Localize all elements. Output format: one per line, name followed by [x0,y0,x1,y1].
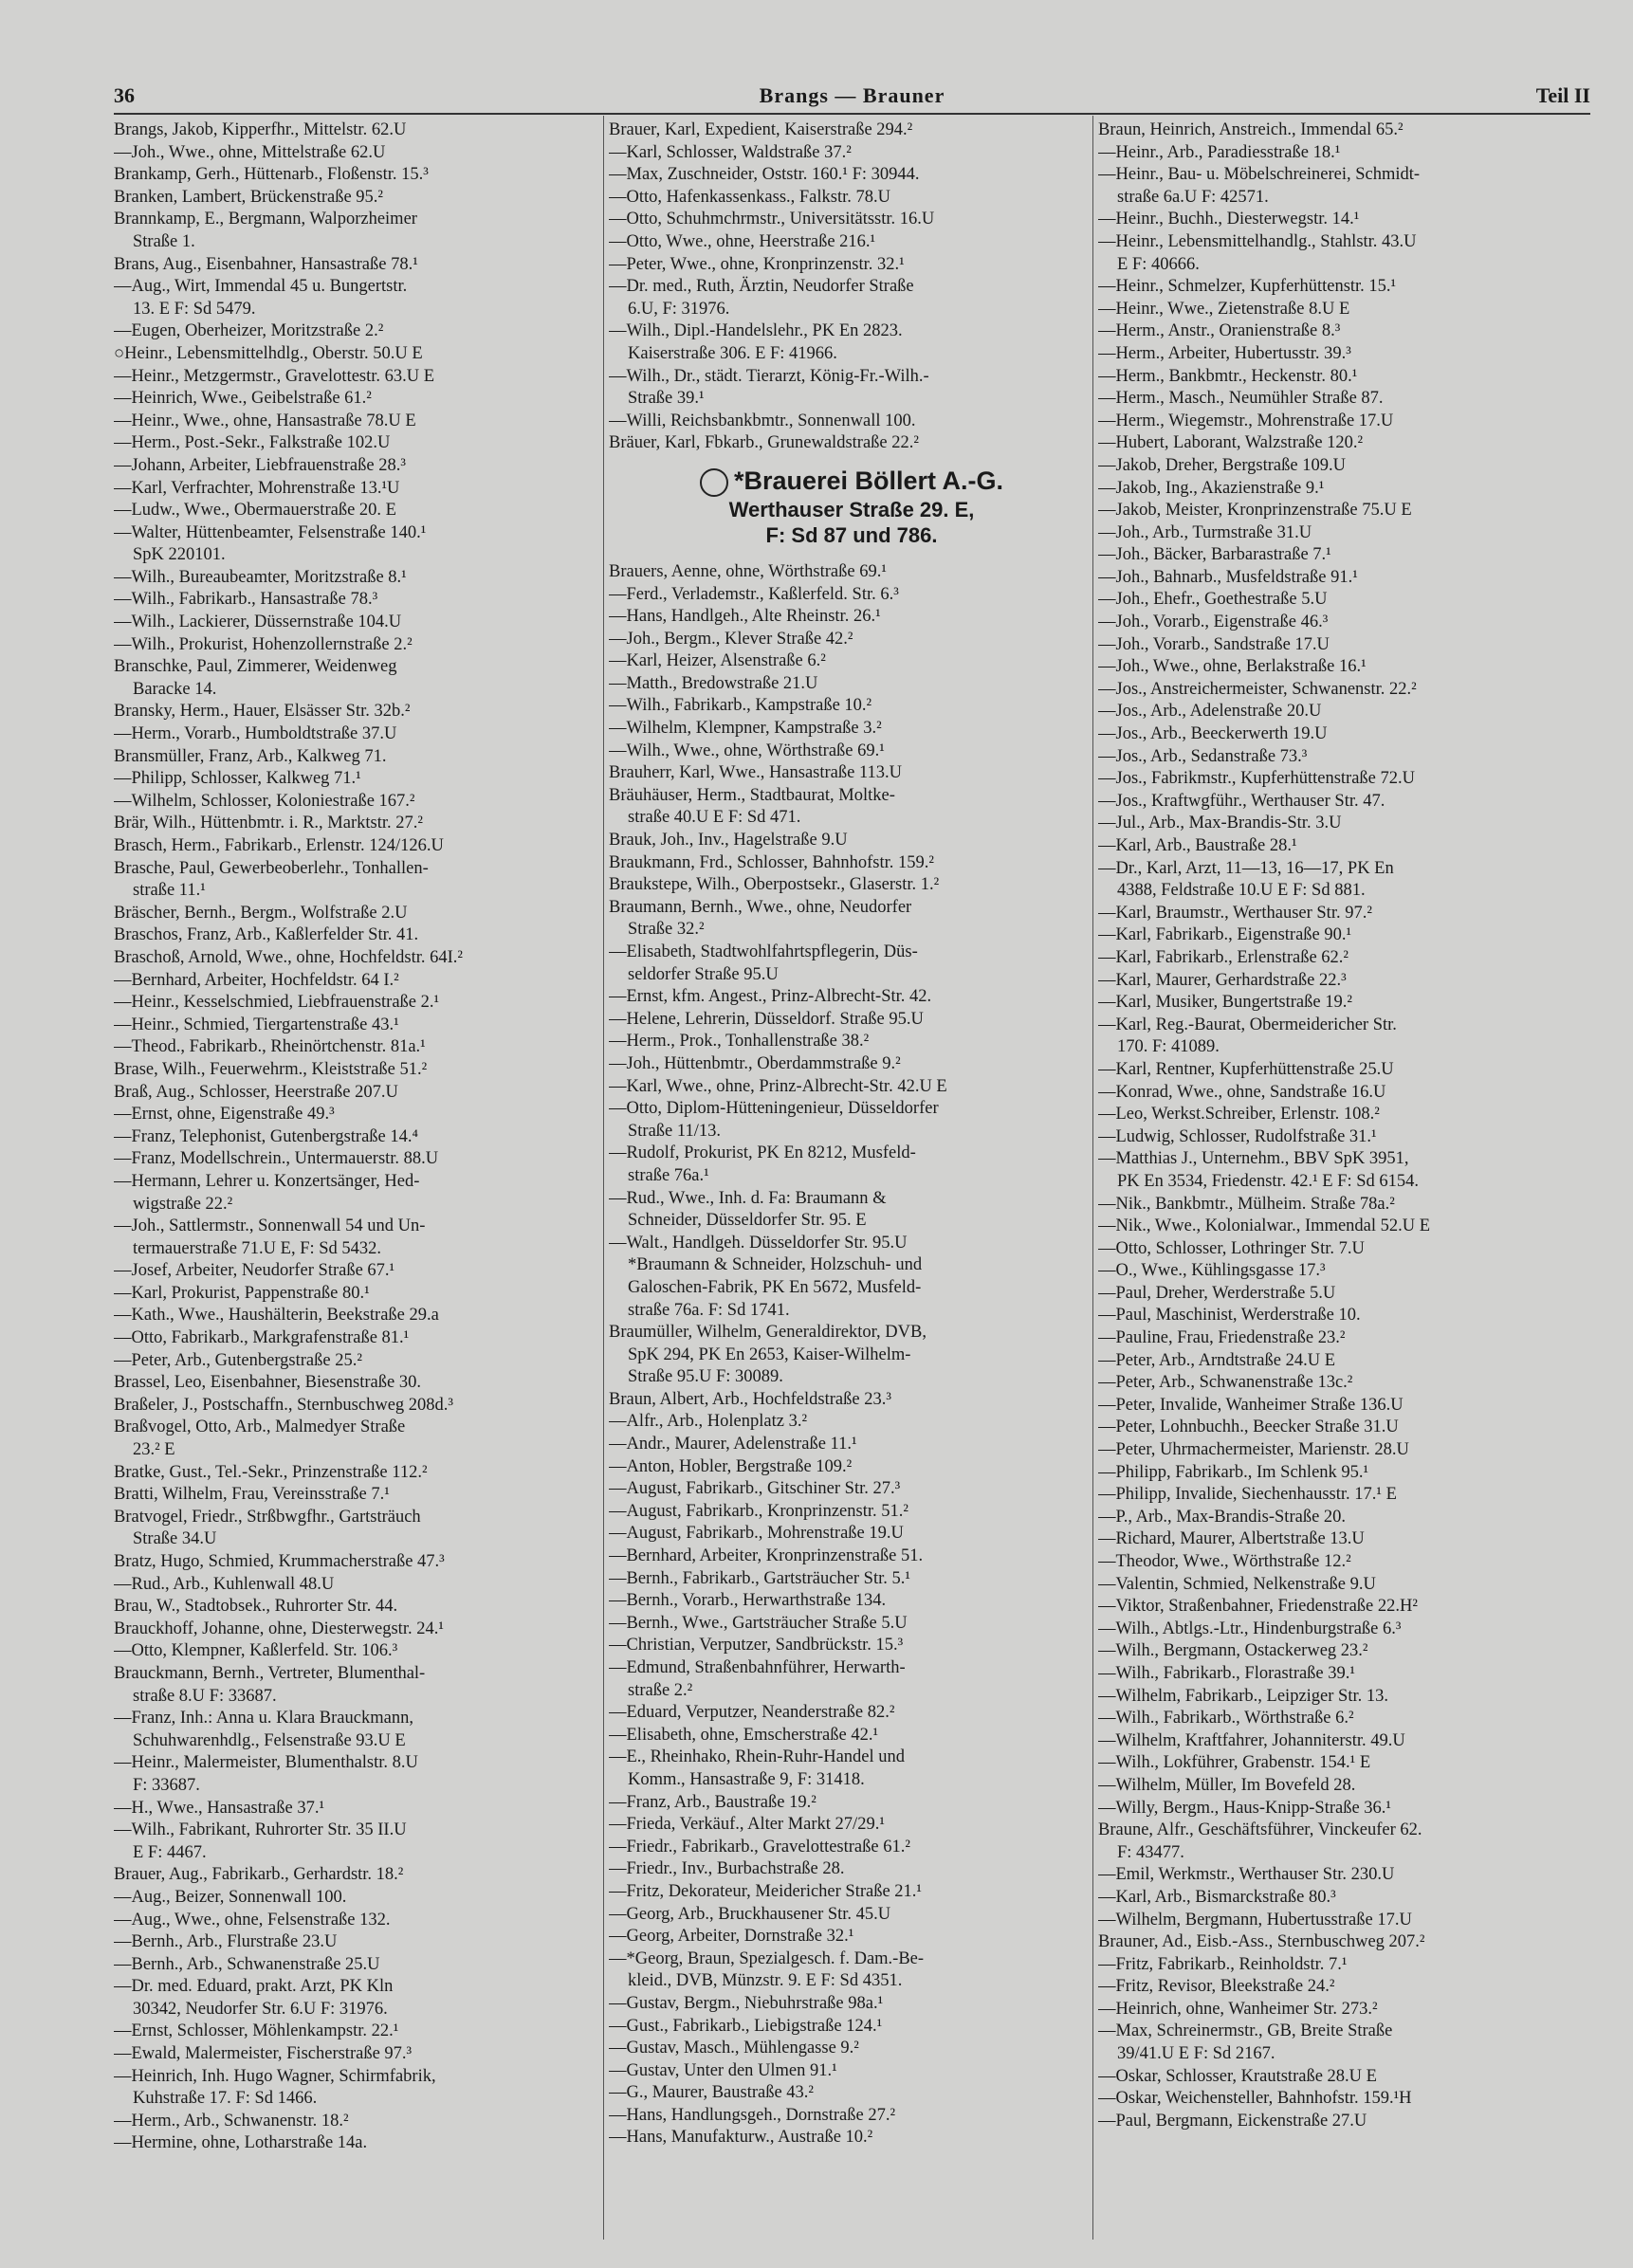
directory-entry-line: —H., Wwe., Hansastraße 37.¹ [114,1798,325,1818]
directory-entry-line: —Jos., Kraftwgführ., Werthauser Str. 47. [1098,791,1385,811]
directory-entry-line: —Gustav, Masch., Mühlengasse 9.² [609,2039,859,2058]
directory-entry-line: —*Georg, Braun, Spezialgesch. f. Dam.-Be- [609,1948,925,1968]
directory-entry-line: —Wilhelm, Schlosser, Koloniestraße 167.² [114,791,415,811]
directory-entry-line: Braumüller, Wilhelm, Generaldirektor, DVB, [609,1323,927,1343]
directory-entry-line: —Wilhelm, Müller, Im Bovefeld 28. [1098,1775,1356,1795]
directory-entry-line: —Wilh., Fabrikarb., Hansastraße 78.³ [114,590,378,610]
directory-entry-line: —Aug., Wwe., ohne, Felsenstraße 132. [114,1910,391,1930]
directory-entry-line: —Heinr., Wwe., ohne, Hansastraße 78.U E [114,411,416,430]
directory-entry-line: Braßeler, J., Postschaffn., Sternbuschweg 208d.³ [114,1395,453,1415]
directory-entry-line: —Peter, Arb., Gutenbergstraße 25.² [114,1350,362,1370]
directory-entry-line: Brankamp, Gerh., Hüttenarb., Floßenstr. 15.³ [114,165,429,185]
directory-entry-line: —Anton, Hobler, Bergstraße 109.² [609,1456,853,1476]
directory-entry-line: 39/41.U E F: Sd 2167. [1117,2044,1275,2064]
header-rule [114,113,1590,115]
directory-entry-line: —Joh., Wwe., ohne, Mittelstraße 62.U [114,142,386,162]
directory-column-3 [1098,119,1584,2132]
directory-entry-line: Bransmüller, Franz, Arb., Kalkweg 71. [114,746,387,766]
directory-entry-line: —Herm., Anstr., Oranienstraße 8.³ [1098,321,1341,341]
directory-entry-line: —Joh., Vorarb., Eigenstraße 46.³ [1098,613,1329,632]
directory-entry-line: —Otto, Diplom-Hütteningenieur, Düsseldorfer [609,1099,939,1119]
directory-entry-line: straße 11.¹ [133,881,206,901]
directory-entry-line: —Wilh., Prokurist, Hohenzollernstraße 2.² [114,634,413,654]
directory-entry-line: —Paul, Bergmann, Eickenstraße 27.U [1098,2111,1367,2131]
directory-entry-line: —Viktor, Straßenbahner, Friedenstraße 22.H² [1098,1597,1418,1617]
directory-entry-line: —Georg, Arbeiter, Dornstraße 32.¹ [609,1927,854,1947]
directory-entry-line: Straße 34.U [133,1529,217,1549]
directory-entry-line: —Karl, Fabrikarb., Eigenstraße 90.¹ [1098,925,1352,945]
directory-entry-line: —Wilh., Fabrikarb., Kampstraße 10.² [609,696,872,716]
directory-entry-line: Komm., Hansastraße 9, F: 31418. [628,1769,865,1789]
directory-entry-line: seldorfer Straße 95.U [628,964,779,984]
directory-entry-line: —Valentin, Schmied, Nelkenstraße 9.U [1098,1574,1376,1594]
directory-entry-line: Straße 32.² [628,920,705,940]
directory-entry-line: —Philipp, Fabrikarb., Im Schlenk 95.¹ [1098,1462,1369,1482]
directory-entry-line: —Jakob, Dreher, Bergstraße 109.U [1098,455,1346,475]
directory-entry-line: —Wilh., Fabrikarb., Wörthstraße 6.² [1098,1709,1354,1728]
directory-entry-line: —Richard, Maurer, Albertstraße 13.U [1098,1529,1365,1549]
directory-entry-line: Braßvogel, Otto, Arb., Malmedyer Straße [114,1418,406,1437]
directory-entry-line: —Peter, Arb., Arndtstraße 24.U E [1098,1350,1335,1370]
directory-entry-line: —Jakob, Meister, Kronprinzenstraße 75.U E [1098,501,1412,521]
directory-entry-line: —Gustav, Bergm., Niebuhrstraße 98a.¹ [609,1993,884,2013]
directory-entry-line: —Johann, Arbeiter, Liebfrauenstraße 28.³ [114,455,406,475]
directory-entry-line: —Dr. med. Eduard, prakt. Arzt, PK Kln [114,1977,394,1997]
directory-entry-line: —Fritz, Fabrikarb., Reinholdstr. 7.¹ [1098,1954,1348,1974]
column-divider [603,116,604,2240]
directory-entry-line: —Matth., Bredowstraße 21.U [609,673,818,693]
directory-entry-line: Bratti, Wilhelm, Frau, Vereinsstraße 7.¹ [114,1485,390,1505]
directory-entry-line: —Kath., Wwe., Haushälterin, Beekstraße 29.a [114,1306,439,1326]
directory-entry-line: Kuhstraße 17. F: Sd 1466. [133,2089,318,2109]
directory-entry-line: —Karl, Verfrachter, Mohrenstraße 13.¹U [114,478,400,498]
directory-entry-line: —Jos., Arb., Beeckerwerth 19.U [1098,724,1328,744]
directory-entry-line: Branken, Lambert, Brückenstraße 95.² [114,187,383,207]
directory-entry-line: Branschke, Paul, Zimmerer, Weidenweg [114,657,397,677]
directory-entry-line: —Karl, Fabrikarb., Erlenstraße 62.² [1098,947,1349,967]
directory-entry-line: —Bernhard, Arbeiter, Kronprinzenstraße 51. [609,1546,924,1566]
directory-entry-line: —Wilhelm, Fabrikarb., Leipziger Str. 13. [1098,1686,1388,1706]
directory-entry-line: —Jos., Anstreichermeister, Schwanenstr. 22.² [1098,679,1417,699]
directory-entry-line: —Ewald, Malermeister, Fischerstraße 97.³ [114,2044,413,2064]
directory-entry-line: —Heinrich, Inh. Hugo Wagner, Schirmfabrik, [114,2066,436,2086]
directory-entry-line: Braun, Heinrich, Anstreich., Immendal 65.² [1098,120,1404,139]
page-number: 36 [114,83,135,107]
ad-phone: F: Sd 87 und 786. [765,522,938,547]
directory-entry-line: —Karl, Arb., Bismarckstraße 80.³ [1098,1887,1336,1907]
directory-entry-line: —Theodor, Wwe., Wörthstraße 12.² [1098,1552,1351,1571]
directory-entry-line: —Helene, Lehrerin, Düsseldorf. Straße 95.U [609,1009,924,1029]
directory-entry-line: Brannkamp, E., Bergmann, Walporzheimer [114,210,417,229]
directory-entry-line: —G., Maurer, Baustraße 43.² [609,2083,814,2103]
directory-entry-line: —Ludwig, Schlosser, Rudolfstraße 31.¹ [1098,1126,1377,1146]
directory-entry-line: Brasch, Herm., Fabrikarb., Erlenstr. 124/126.U [114,836,444,855]
directory-entry-line: Bräuhäuser, Herm., Stadtbaurat, Moltke- [609,785,895,805]
directory-entry-line: SpK 220101. [133,545,226,565]
directory-entry-line: straße 2.² [628,1680,693,1700]
directory-entry-line: Braukmann, Frd., Schlosser, Bahnhofstr. 159.² [609,852,934,872]
directory-entry-line: 6.U, F: 31976. [628,299,730,319]
directory-entry-line: —Eduard, Verputzer, Neanderstraße 82.² [609,1703,895,1723]
directory-entry-line: —P., Arb., Max-Brandis-Straße 20. [1098,1507,1347,1527]
directory-entry-line: —Karl, Braumstr., Werthauser Str. 97.² [1098,903,1372,923]
directory-entry-line: —Heinr., Kesselschmied, Liebfrauenstraße 2.¹ [114,993,440,1013]
directory-entry-line: —Heinr., Lebensmittelhandlg., Stahlstr. 43.U [1098,231,1417,251]
directory-entry-line: —Aug., Wirt, Immendal 45 u. Bungertstr. [114,277,408,297]
directory-entry-line: straße 76a. F: Sd 1741. [628,1300,790,1320]
directory-entry-line: SpK 294, PK En 2653, Kaiser-Wilhelm- [628,1344,911,1364]
directory-entry-line: —Wilh., Bureaubeamter, Moritzstraße 8.¹ [114,567,407,587]
directory-entry-line: —Philipp, Invalide, Siechenhausstr. 17.¹ E [1098,1485,1397,1505]
directory-entry-line: —Leo, Werkst.Schreiber, Erlenstr. 108.² [1098,1105,1380,1125]
directory-entry-line: —Franz, Telephonist, Gutenbergstraße 14.⁴ [114,1126,418,1146]
directory-entry-line: Brär, Wilh., Hüttenbmtr. i. R., Marktstr. 27.² [114,814,423,833]
advertisement-brauerei-boellert [609,465,1094,548]
directory-entry-line: Baracke 14. [133,679,217,699]
directory-entry-line: straße 40.U E F: Sd 471. [628,808,801,828]
directory-column-1 [114,119,599,2155]
directory-entry-line: —Walt., Handlgeh. Düsseldorfer Str. 95.U [609,1233,908,1253]
directory-entry-line: —Heinr., Arb., Paradiesstraße 18.¹ [1098,142,1341,162]
directory-entry-line: —Wilh., Fabrikarb., Florastraße 39.¹ [1098,1663,1355,1683]
directory-entry-line: —Jos., Fabrikmstr., Kupferhüttenstraße 72.U [1098,769,1415,789]
directory-entry-line: —Matthias J., Unternehm., BBV SpK 3951, [1098,1149,1409,1169]
directory-entry-line: —Otto, Schlosser, Lothringer Str. 7.U [1098,1238,1365,1258]
directory-entry-line: —Heinr., Metzgermstr., Gravelottestr. 63.U E [114,366,435,386]
directory-entry-line: —Heinrich, Wwe., Geibelstraße 61.² [114,389,372,409]
directory-entry-line: straße 8.U F: 33687. [133,1686,277,1706]
directory-entry-line: —Joh., Bäcker, Barbarastraße 7.¹ [1098,545,1331,565]
directory-entry-line: —Wilh., Lokführer, Grabenstr. 154.¹ E [1098,1753,1371,1773]
directory-entry-line: —Willi, Reichsbankbmtr., Sonnenwall 100. [609,411,916,430]
directory-entry-line: —Wilh., Dipl.-Handelslehr., PK En 2823. [609,321,903,341]
directory-entry-line: Kaiserstraße 306. E F: 41966. [628,343,837,363]
directory-entry-line: straße 6a.U F: 42571. [1117,187,1269,207]
directory-entry-line: —Hans, Handlungsgeh., Dornstraße 27.² [609,2105,896,2125]
directory-entry-line: —Karl, Arb., Baustraße 28.¹ [1098,836,1297,855]
directory-entry-line: —Peter, Arb., Schwanenstraße 13c.² [1098,1373,1353,1393]
directory-entry-line: 13. E F: Sd 5479. [133,299,256,319]
directory-entry-line: —Franz, Arb., Baustraße 19.² [609,1792,816,1812]
directory-entry-line: —Frieda, Verkäuf., Alter Markt 27/29.¹ [609,1815,885,1835]
directory-entry-line: —Franz, Modellschrein., Untermauerstr. 88.U [114,1149,439,1169]
directory-entry-line: —Otto, Schuhmchrmstr., Universitätsstr. 16.U [609,210,935,229]
directory-entry-line: —Otto, Hafenkassenkass., Falkstr. 78.U [609,187,890,207]
directory-entry-line: —Rudolf, Prokurist, PK En 8212, Musfeld- [609,1143,916,1163]
directory-entry-line: Bräscher, Bernh., Bergm., Wolfstraße 2.U [114,903,408,923]
directory-entry-line: —Philipp, Schlosser, Kalkweg 71.¹ [114,769,361,789]
directory-entry-line: —Karl, Maurer, Gerhardstraße 22.³ [1098,970,1347,990]
directory-entry-line: —Herm., Arbeiter, Hubertusstr. 39.³ [1098,343,1351,363]
page-header [114,83,1590,112]
directory-entry-line: —Dr. med., Ruth, Ärztin, Neudorfer Straße [609,277,914,297]
directory-entry-line: —E., Rheinhako, Rhein-Ruhr-Handel und [609,1747,906,1767]
directory-entry-line: —Wilh., Bergmann, Ostackerweg 23.² [1098,1641,1368,1661]
directory-entry-line: Brauckhoff, Johanne, ohne, Diesterwegstr. 24.¹ [114,1619,444,1638]
directory-entry-line: —Herm., Post.-Sekr., Falkstraße 102.U [114,433,391,453]
directory-entry-line: Schneider, Düsseldorfer Str. 95. E [628,1211,867,1231]
directory-entry-line: —Peter, Lohnbuchh., Beecker Straße 31.U [1098,1418,1399,1437]
directory-entry-line: —Bernhard, Arbeiter, Hochfeldstr. 64 I.² [114,970,399,990]
directory-entry-line: Brauherr, Karl, Wwe., Hansastraße 113.U [609,763,903,783]
directory-entry-line: —Otto, Wwe., ohne, Heerstraße 216.¹ [609,231,876,251]
directory-entry-line: —Wilh., Abtlgs.-Ltr., Hindenburgstraße 6.³ [1098,1619,1402,1638]
directory-entry-line: 170. F: 41089. [1117,1037,1220,1057]
directory-entry-line: —Jos., Arb., Sedanstraße 73.³ [1098,746,1308,766]
directory-entry-line: Braschoß, Arnold, Wwe., ohne, Hochfeldstr. 64I.² [114,947,463,967]
directory-entry-line: Braß, Aug., Schlosser, Heerstraße 207.U [114,1082,398,1102]
directory-entry-line: —Konrad, Wwe., ohne, Sandstraße 16.U [1098,1082,1386,1102]
directory-entry-line: Braune, Alfr., Geschäftsführer, Vinckeufer 62. [1098,1820,1422,1840]
directory-entry-line: —Heinr., Schmelzer, Kupferhüttenstr. 15.¹ [1098,277,1397,297]
directory-entry-line: —August, Fabrikarb., Gitschiner Str. 27.³ [609,1479,901,1499]
directory-entry-line: —Herm., Vorarb., Humboldtstraße 37.U [114,724,397,744]
directory-entry-line: Brauckmann, Bernh., Vertreter, Blumenthal- [114,1663,426,1683]
directory-entry-line: —Herm., Masch., Neumühler Straße 87. [1098,389,1384,409]
directory-entry-line: —Emil, Werkmstr., Werthauser Str. 230.U [1098,1865,1395,1885]
directory-entry-line: —Joh., Sattlermstr., Sonnenwall 54 und Un- [114,1216,426,1236]
directory-entry-line: —Wilh., Dr., städt. Tierarzt, König-Fr.-Wilh.- [609,366,929,386]
directory-entry-line: wigstraße 22.² [133,1194,233,1214]
directory-entry-line: —Fritz, Dekorateur, Meidericher Straße 21.¹ [609,1881,922,1901]
directory-entry-line: —Alfr., Arb., Holenplatz 3.² [609,1412,808,1432]
directory-entry-line: —Otto, Klempner, Kaßlerfeld. Str. 106.³ [114,1641,398,1661]
directory-entry-line: —Peter, Uhrmachermeister, Marienstr. 28.U [1098,1440,1409,1460]
directory-entry-line: —Herm., Bankbmtr., Heckenstr. 80.¹ [1098,366,1358,386]
directory-entry-line: —Friedr., Fabrikarb., Gravelottestraße 61.² [609,1837,910,1856]
ad-company-name: *Brauerei Böllert A.-G. [733,466,1004,495]
directory-entry-line: —Ferd., Verlademstr., Kaßlerfeld. Str. 6.³ [609,584,899,604]
directory-entry-line: Brase, Wilh., Feuerwehrm., Kleiststraße 51.² [114,1059,428,1079]
directory-entry-line: —Walter, Hüttenbeamter, Felsenstraße 140.¹ [114,522,427,542]
directory-entry-line: PK En 3534, Friedenstr. 42.¹ E F: Sd 6154. [1117,1171,1420,1191]
directory-entry-line: —Herm., Arb., Schwanenstr. 18.² [114,2111,349,2131]
directory-entry-line: Brauner, Ad., Eisb.-Ass., Sternbuschweg 207.² [1098,1932,1425,1952]
directory-entry-line: —Herm., Prok., Tonhallenstraße 38.² [609,1032,870,1052]
directory-entry-line: Braun, Albert, Arb., Hochfeldstraße 23.³ [609,1389,891,1409]
directory-entry-line: F: 43477. [1117,1842,1184,1862]
directory-column-2 [609,119,1094,2149]
directory-entry-line: —Wilhelm, Kraftfahrer, Johanniterstr. 49.U [1098,1730,1405,1750]
directory-entry-line: —Joh., Hüttenbmtr., Oberdammstraße 9.² [609,1053,901,1073]
directory-entry-line: —Pauline, Frau, Friedenstraße 23.² [1098,1328,1346,1348]
directory-entry-line: —Ernst, Schlosser, Möhlenkampstr. 22.¹ [114,2021,399,2041]
directory-entry-line: —Rud., Arb., Kuhlenwall 48.U [114,1574,335,1594]
directory-entry-line: —Karl, Heizer, Alsenstraße 6.² [609,651,826,671]
ad-address: Werthauser Straße 29. E, [728,497,975,521]
directory-entry-line: —Andr., Maurer, Adelenstraße 11.¹ [609,1435,857,1454]
directory-entry-line: Brau, W., Stadtobsek., Ruhrorter Str. 44. [114,1597,398,1617]
directory-entry-line: —Karl, Prokurist, Pappenstraße 80.¹ [114,1283,370,1303]
directory-entry-line: Bratvogel, Friedr., Strßbwgfhr., Gartsträuch [114,1507,421,1527]
directory-entry-line: —Karl, Musiker, Bungertstraße 19.² [1098,993,1352,1013]
directory-entry-line: —Eugen, Oberheizer, Moritzstraße 2.² [114,321,384,341]
directory-entry-line: —Georg, Arb., Bruckhausener Str. 45.U [609,1904,891,1924]
directory-entry-line: ○Heinr., Lebensmittelhdlg., Oberstr. 50.U E [114,343,423,363]
directory-entry-line: —August, Fabrikarb., Kronprinzenstr. 51.² [609,1501,908,1521]
directory-entry-line: E F: 4467. [133,1842,207,1862]
directory-entry-line: —Jakob, Ing., Akazienstraße 9.¹ [1098,478,1325,498]
directory-entry-line: —Karl, Schlosser, Waldstraße 37.² [609,142,852,162]
directory-entry-line: —Hubert, Laborant, Walzstraße 120.² [1098,433,1364,453]
page-title: Brangs — Brauner [759,83,945,107]
directory-entry-line: Brauers, Aenne, ohne, Wörthstraße 69.¹ [609,561,887,581]
directory-entry-line: —Bernh., Wwe., Gartsträucher Straße 5.U [609,1613,908,1633]
directory-entry-line: Bratke, Gust., Tel.-Sekr., Prinzenstraße 112.² [114,1462,428,1482]
directory-entry-line: —Jos., Arb., Adelenstraße 20.U [1098,702,1322,722]
directory-entry-line: Brauer, Karl, Expedient, Kaiserstraße 294.² [609,120,913,139]
directory-entry-line: —Joh., Bahnarb., Musfeldstraße 91.¹ [1098,567,1358,587]
directory-entry-line: Straße 11/13. [628,1121,721,1141]
directory-entry-line: 23.² E [133,1440,175,1460]
directory-entry-line: Straße 39.¹ [628,389,705,409]
directory-entry-line: —Karl, Rentner, Kupferhüttenstraße 25.U [1098,1059,1394,1079]
directory-entry-line: —Gust., Fabrikarb., Liebigstraße 124.¹ [609,2016,883,2036]
directory-entry-line: —Elisabeth, Stadtwohlfahrtspflegerin, Düs- [609,942,918,961]
brewery-logo-icon [700,468,728,497]
directory-entry-line: —Aug., Beizer, Sonnenwall 100. [114,1887,347,1907]
directory-entry-line: —Hermine, ohne, Lotharstraße 14a. [114,2133,368,2153]
directory-entry-line: —Oskar, Weichensteller, Bahnhofstr. 159.¹H [1098,2089,1412,2109]
directory-entry-line: Galoschen-Fabrik, PK En 5672, Musfeld- [628,1277,922,1297]
directory-entry-line: —Willy, Bergm., Haus-Knipp-Straße 36.¹ [1098,1798,1391,1818]
directory-entry-line: —August, Fabrikarb., Mohrenstraße 19.U [609,1524,904,1544]
directory-entry-line: —Heinr., Schmied, Tiergartenstraße 43.¹ [114,1015,399,1034]
directory-entry-line: F: 33687. [133,1775,200,1795]
directory-entry-line: —Ludw., Wwe., Obermauerstraße 20. E [114,501,396,521]
directory-entry-line: —Ernst, ohne, Eigenstraße 49.³ [114,1105,335,1125]
directory-entry-line: —Bernh., Arb., Schwanenstraße 25.U [114,1954,380,1974]
directory-entry-line: —Elisabeth, ohne, Emscherstraße 42.¹ [609,1725,878,1745]
directory-entry-line: —Nik., Bankbmtr., Mülheim. Straße 78a.² [1098,1194,1395,1214]
directory-entry-line: —Joh., Vorarb., Sandstraße 17.U [1098,634,1330,654]
directory-entry-line: —Joh., Arb., Turmstraße 31.U [1098,522,1312,542]
directory-entry-line: —Fritz, Revisor, Bleekstraße 24.² [1098,1977,1335,1997]
directory-entry-line: kleid., DVB, Münzstr. 9. E F: Sd 4351. [628,1971,903,1991]
directory-entry-line: 30342, Neudorfer Str. 6.U F: 31976. [133,1999,388,2019]
directory-entry-line: —Joh., Ehefr., Goethestraße 5.U [1098,590,1328,610]
directory-entry-line: —Theod., Fabrikarb., Rheinörtchenstr. 81a.¹ [114,1037,426,1057]
directory-entry-line: —Friedr., Inv., Burbachstraße 28. [609,1859,845,1879]
directory-entry-line: —Heinrich, ohne, Wanheimer Str. 273.² [1098,1999,1378,2019]
directory-entry-line: Bransky, Herm., Hauer, Elsässer Str. 32b.² [114,702,411,722]
directory-entry-line: —Wilh., Fabrikant, Ruhrorter Str. 35 II.U [114,1820,407,1840]
part-label: Teil II [1535,83,1590,107]
directory-entry-line: —O., Wwe., Kühlingsgasse 17.³ [1098,1261,1326,1281]
directory-entry-line: —Wilh., Lackierer, Düssernstraße 104.U [114,613,402,632]
directory-entry-line: —Wilhelm, Bergmann, Hubertusstraße 17.U [1098,1910,1412,1930]
directory-entry-line: Straße 95.U F: 30089. [628,1367,783,1387]
directory-entry-line: —Bernh., Arb., Flurstraße 23.U [114,1932,338,1952]
directory-entry-line: termauerstraße 71.U E, F: Sd 5432. [133,1238,382,1258]
directory-entry-line: Bräuer, Karl, Fbkarb., Grunewaldstraße 22.² [609,433,919,453]
directory-entry-line: —Joh., Wwe., ohne, Berlakstraße 16.¹ [1098,657,1367,677]
directory-entry-line: —Wilh., Wwe., ohne, Wörthstraße 69.¹ [609,741,885,760]
directory-entry-line: Bratz, Hugo, Schmied, Krummacherstraße 47.³ [114,1552,445,1571]
directory-entry-line: Brangs, Jakob, Kipperfhr., Mittelstr. 62.U [114,120,407,139]
directory-entry-line: —Wilhelm, Klempner, Kampstraße 3.² [609,719,882,739]
directory-entry-line: —Heinr., Malermeister, Blumenthalstr. 8.U [114,1753,418,1773]
directory-entry-line: straße 76a.¹ [628,1165,709,1185]
directory-entry-line: —Bernh., Fabrikarb., Gartsträucher Str. 5.¹ [609,1568,910,1588]
directory-entry-line: 4388, Feldstraße 10.U E F: Sd 881. [1117,881,1366,901]
directory-entry-line: —Rud., Wwe., Inh. d. Fa: Braumann & [609,1188,887,1208]
directory-entry-line: Braschos, Franz, Arb., Kaßlerfelder Str. 41. [114,925,419,945]
directory-entry-line: —Nik., Wwe., Kolonialwar., Immendal 52.U E [1098,1216,1431,1236]
directory-entry-line: Schuhwarenhdlg., Felsenstraße 93.U E [133,1730,406,1750]
directory-entry-line: —Josef, Arbeiter, Neudorfer Straße 67.¹ [114,1261,395,1281]
directory-entry-line: —Heinr., Wwe., Zietenstraße 8.U E [1098,299,1350,319]
directory-entry-line: Brassel, Leo, Eisenbahner, Biesenstraße 30. [114,1373,421,1393]
directory-entry-line: —Karl, Wwe., ohne, Prinz-Albrecht-Str. 42.U E [609,1076,947,1096]
directory-entry-line: —Franz, Inh.: Anna u. Klara Brauckmann, [114,1709,413,1728]
directory-entry-line: —Hans, Handlgeh., Alte Rheinstr. 26.¹ [609,607,881,627]
directory-entry-line: —Bernh., Vorarb., Herwarthstraße 134. [609,1591,887,1611]
directory-entry-line: —Heinr., Bau- u. Möbelschreinerei, Schmidt- [1098,165,1421,185]
directory-entry-line: —Karl, Reg.-Baurat, Obermeidericher Str. [1098,1015,1397,1034]
directory-entry-line: —Edmund, Straßenbahnführer, Herwarth- [609,1658,906,1677]
directory-entry-line: —Gustav, Unter den Ulmen 91.¹ [609,2060,837,2080]
directory-entry-line: —Otto, Fabrikarb., Markgrafenstraße 81.¹ [114,1328,410,1348]
directory-entry-line: Brasche, Paul, Gewerbeoberlehr., Tonhallen- [114,858,429,878]
directory-entry-line: —Ernst, kfm. Angest., Prinz-Albrecht-Str. 42. [609,987,932,1007]
directory-entry-line: Brauer, Aug., Fabrikarb., Gerhardstr. 18.² [114,1865,404,1885]
directory-entry-line: —Dr., Karl, Arzt, 11—13, 16—17, PK En [1098,858,1394,878]
directory-entry-line: —Hermann, Lehrer u. Konzertsänger, Hed- [114,1171,420,1191]
directory-entry-line: —Heinr., Buchh., Diesterwegstr. 14.¹ [1098,210,1360,229]
directory-entry-line: —Hans, Manufakturw., Austraße 10.² [609,2128,873,2148]
directory-entry-line: —Paul, Dreher, Werderstraße 5.U [1098,1283,1336,1303]
directory-entry-line: —Peter, Wwe., ohne, Kronprinzenstr. 32.¹ [609,254,905,274]
directory-entry-line: —Joh., Bergm., Klever Straße 42.² [609,629,853,649]
directory-entry-line: —Max, Zuschneider, Oststr. 160.¹ F: 30944. [609,165,920,185]
directory-entry-line: —Paul, Maschinist, Werderstraße 10. [1098,1306,1361,1326]
directory-entry-line: Braukstepe, Wilh., Oberpostsekr., Glaserstr. 1.² [609,875,940,895]
directory-entry-line: —Max, Schreinermstr., GB, Breite Straße [1098,2021,1393,2041]
directory-entry-line: E F: 40666. [1117,254,1200,274]
directory-entry-line: —Peter, Invalide, Wanheimer Straße 136.U [1098,1395,1404,1415]
directory-entry-line: Straße 1. [133,231,195,251]
directory-entry-line: —Jul., Arb., Max-Brandis-Str. 3.U [1098,814,1342,833]
directory-entry-line: *Braumann & Schneider, Holzschuh- und [628,1255,923,1275]
directory-entry-line: —Oskar, Schlosser, Krautstraße 28.U E [1098,2066,1377,2086]
directory-entry-line: —Herm., Wiegemstr., Mohrenstraße 17.U [1098,411,1394,430]
directory-entry-line: —Christian, Verputzer, Sandbrückstr. 15.³ [609,1636,904,1655]
directory-entry-line: Braumann, Bernh., Wwe., ohne, Neudorfer [609,897,912,917]
directory-entry-line: Brans, Aug., Eisenbahner, Hansastraße 78.¹ [114,254,418,274]
directory-entry-line: Brauk, Joh., Inv., Hagelstraße 9.U [609,831,848,850]
